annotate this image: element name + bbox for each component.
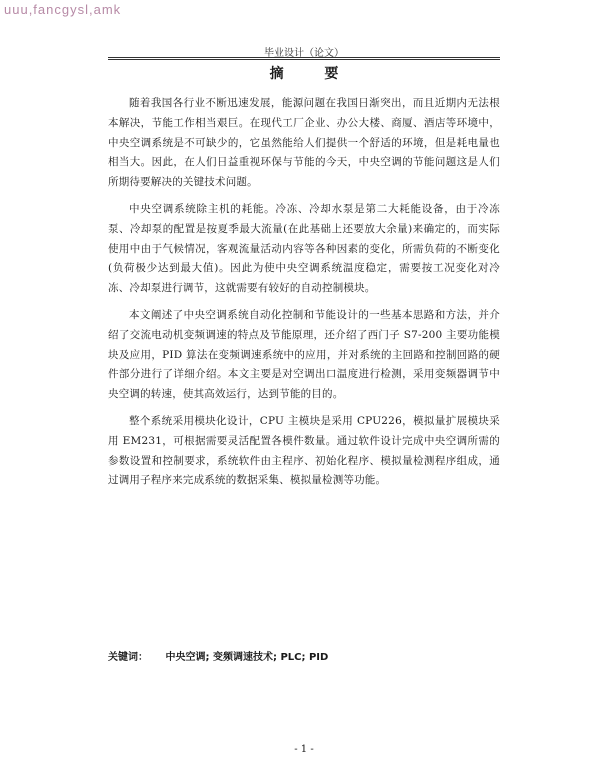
page-title: 摘 要 — [269, 66, 357, 82]
keywords-line — [108, 648, 500, 663]
abstract-paragraph-4: 整个系统采用模块化设计，CPU 主模块是采用 CPU226，模拟量扩展模块采用 EM231，可根据需要灵活配置各模件数量。通过软件设计完成中央空调所需的参数设置和控制要求，系统软件由主程序、初始化程序、模拟量检测程序组成，通过调用子程序来完成系统的数据采集、模拟量检测等功能。 — [108, 414, 500, 487]
keywords-label: 关键词： — [108, 652, 148, 663]
running-header: 毕业设计（论文） — [264, 48, 344, 59]
header-rule — [108, 57, 500, 58]
page-number: - 1 - — [294, 744, 314, 755]
abstract-body — [108, 94, 500, 498]
watermark-text: uuu,fancgysl,amk — [4, 2, 122, 17]
keywords-value: 中央空调; 变频调速技术; PLC; PID — [165, 652, 329, 663]
header-rule-secondary — [108, 59, 500, 60]
abstract-paragraph-1: 随着我国各行业不断迅速发展，能源问题在我国日渐突出，而且近期内无法根本解决，节能工作相当艰巨。在现代工厂企业、办公大楼、商厦、酒店等环境中，中央空调系统是不可缺少的，它虽然能给人们提供一个舒适的环境，但是耗电量也相当大。因此，在人们日益重视环保与节能的今天，中央空调的节能问题这是人们所期待要解决的关键技术问题。 — [108, 97, 500, 189]
abstract-paragraph-3: 本文阐述了中央空调系统自动化控制和节能设计的一些基本思路和方法，并介绍了交流电动机变频调速的特点及节能原理，还介绍了西门子 S7-200 主要功能模块及应用，PID 算法在变频调速系统中的应用，并对系统的主回路和控制回路的硬件部分进行了详细介绍。本文主要是对空调出口温度进行检测，采用变频器调节中央空调的转速，使其高效运行，达到节能的目的。 — [108, 308, 500, 401]
abstract-paragraph-2: 中央空调系统除主机的耗能。冷冻、冷却水泵是第二大耗能设备，由于冷冻泵、冷却泵的配置是按夏季最大流量(在此基础上还要放大余量)来确定的，而实际使用中由于气候情况，客观流量活动内容等各种因素的变化，所需负荷的不断变化(负荷极少达到最大值)。因此为使中央空调系统温度稳定，需要按工况变化对冷冻、冷却泵进行调节，这就需要有较好的自动控制模块。 — [108, 202, 500, 295]
